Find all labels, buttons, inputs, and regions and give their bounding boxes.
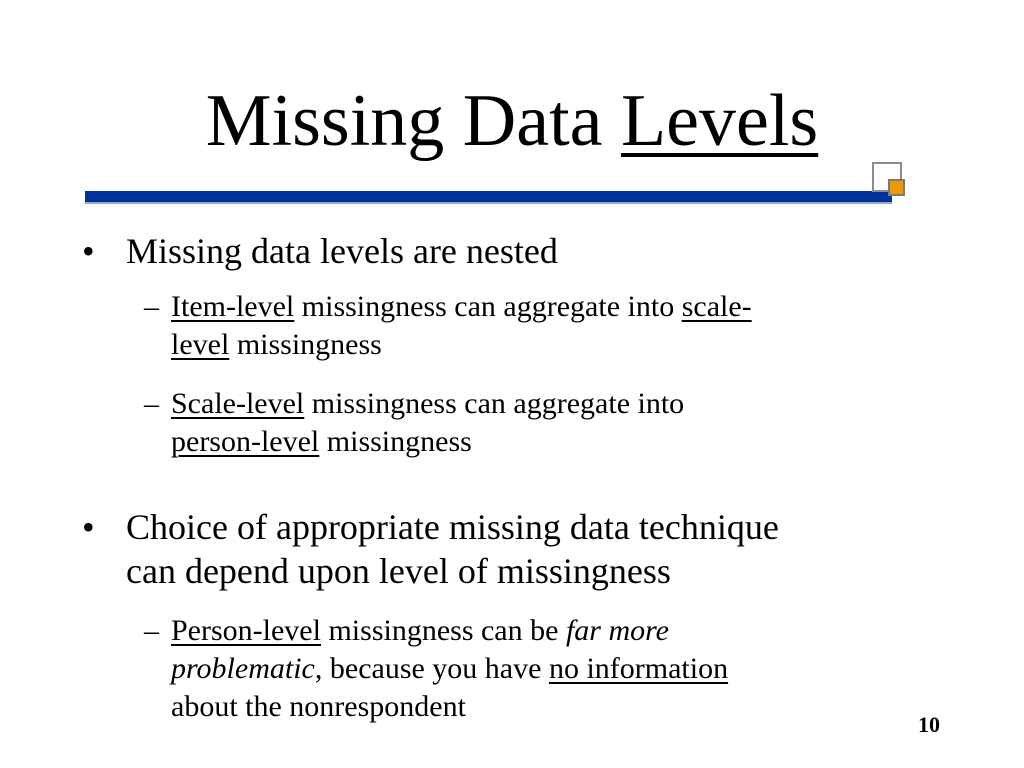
term-scale-level-part1: scale-	[681, 290, 752, 323]
emphasis-far-more: far more	[565, 614, 669, 647]
sub-text-segment: missingness	[319, 425, 472, 458]
sub-text-segment: missingness can aggregate into	[294, 290, 682, 323]
sub-bullet-marker: –	[144, 387, 159, 420]
sub-text-segment: missingness	[229, 328, 382, 361]
sub-bullet-1-2-text	[171, 385, 946, 461]
sub-text-segment: , because you have	[314, 652, 549, 685]
bullet-marker: •	[82, 507, 95, 547]
emphasis-problematic: problematic	[171, 652, 315, 685]
bullet-2-line1: Choice of appropriate missing data technique	[126, 507, 779, 547]
term-person-level: person-level	[171, 425, 320, 458]
sub-text-segment: missingness can be	[320, 614, 566, 647]
sub-bullet-marker: –	[144, 290, 159, 323]
sub-bullet-2-1-text	[171, 612, 946, 726]
sub-bullet-marker: –	[144, 614, 159, 647]
sub-text-segment: missingness can aggregate into	[304, 387, 685, 420]
bullet-2-text	[126, 505, 962, 593]
bullet-1-text: Missing data levels are nested	[126, 231, 558, 271]
sub-text-segment: about the nonrespondent	[171, 690, 466, 723]
term-item-level: Item-level	[171, 290, 295, 323]
term-scale-level-part2: level	[171, 328, 230, 361]
term-person-level: Person-level	[171, 614, 321, 647]
title-text: Missing Data	[205, 80, 621, 162]
title-underlined-text: Levels	[620, 80, 819, 162]
slide-page-number: 10	[918, 712, 940, 737]
sub-bullet-1-1-text	[171, 288, 946, 364]
term-no-information: no information	[548, 652, 729, 685]
bullet-marker: •	[82, 231, 95, 271]
term-scale-level: Scale-level	[171, 387, 305, 420]
bullet-2-line2: can depend upon level of missingness	[126, 551, 671, 591]
